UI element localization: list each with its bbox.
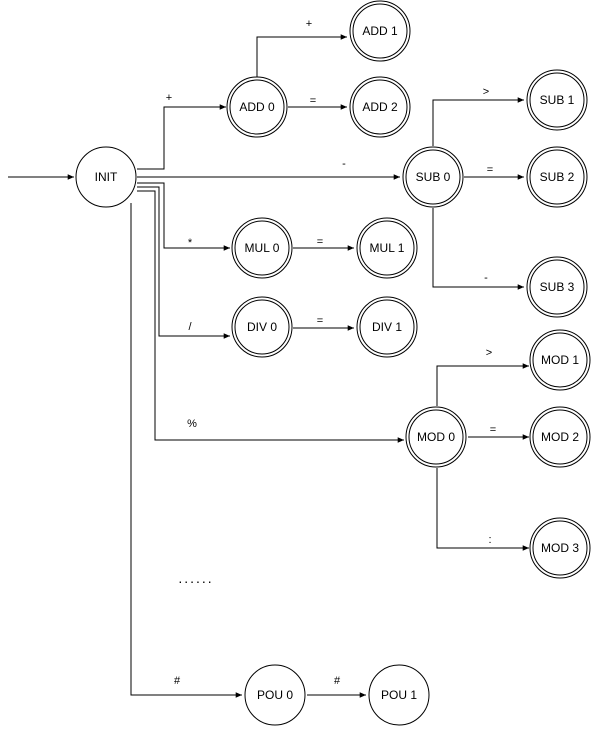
edge-init-pou0: [131, 203, 242, 695]
more-states-ellipsis: ......: [178, 570, 214, 586]
state-pou0-label: POU 0: [256, 688, 294, 702]
state-mod3-label: MOD 3: [540, 541, 580, 555]
label-init-mul0: *: [187, 237, 193, 249]
edge-sub0-sub3: [433, 208, 524, 287]
label-sub0-sub3: -: [484, 272, 488, 284]
label-pou0-pou1: #: [333, 675, 341, 687]
state-sub2-label: SUB 2: [539, 170, 575, 184]
edge-init-add0: [137, 107, 226, 169]
edge-mod0-mod3: [437, 468, 529, 548]
state-div0-label: DIV 0: [246, 320, 278, 334]
label-init-sub0: -: [342, 158, 346, 170]
label-div0-div1: =: [316, 315, 324, 327]
label-add0-add2: =: [309, 95, 317, 107]
label-mul0-mul1: =: [316, 236, 324, 248]
label-init-pou0: #: [173, 675, 181, 687]
label-mod0-mod3: :: [488, 534, 492, 546]
label-init-mod0: %: [187, 418, 197, 430]
label-add0-add1: +: [305, 18, 313, 30]
edge-add0-add1: [257, 37, 347, 77]
state-mod1-label: MOD 1: [540, 353, 580, 367]
label-mod0-mod2: =: [489, 424, 497, 436]
edge-mod0-mod1: [437, 366, 529, 406]
state-mod2-label: MOD 2: [540, 430, 580, 444]
state-add1-label: ADD 1: [362, 24, 398, 38]
state-mod0-label: MOD 0: [416, 430, 456, 444]
label-init-add0: +: [165, 92, 173, 104]
edge-sub0-sub1: [433, 100, 524, 146]
label-mod0-mod1: >: [485, 347, 493, 359]
state-sub3-label: SUB 3: [539, 280, 575, 294]
label-sub0-sub1: >: [482, 86, 490, 98]
state-mul1-label: MUL 1: [369, 241, 405, 255]
state-add2-label: ADD 2: [362, 100, 398, 114]
edge-init-div0: [137, 187, 230, 336]
edge-init-mul0: [137, 183, 230, 248]
label-sub0-sub2: =: [486, 164, 494, 176]
state-sub0-label: SUB 0: [415, 170, 451, 184]
state-init-label: INIT: [94, 170, 118, 184]
state-mul0-label: MUL 0: [244, 241, 280, 255]
state-add0-label: ADD 0: [239, 100, 275, 114]
state-sub1-label: SUB 1: [539, 93, 575, 107]
state-div1-label: DIV 1: [371, 320, 403, 334]
state-pou1-label: POU 1: [380, 688, 418, 702]
label-init-div0: /: [188, 321, 192, 333]
